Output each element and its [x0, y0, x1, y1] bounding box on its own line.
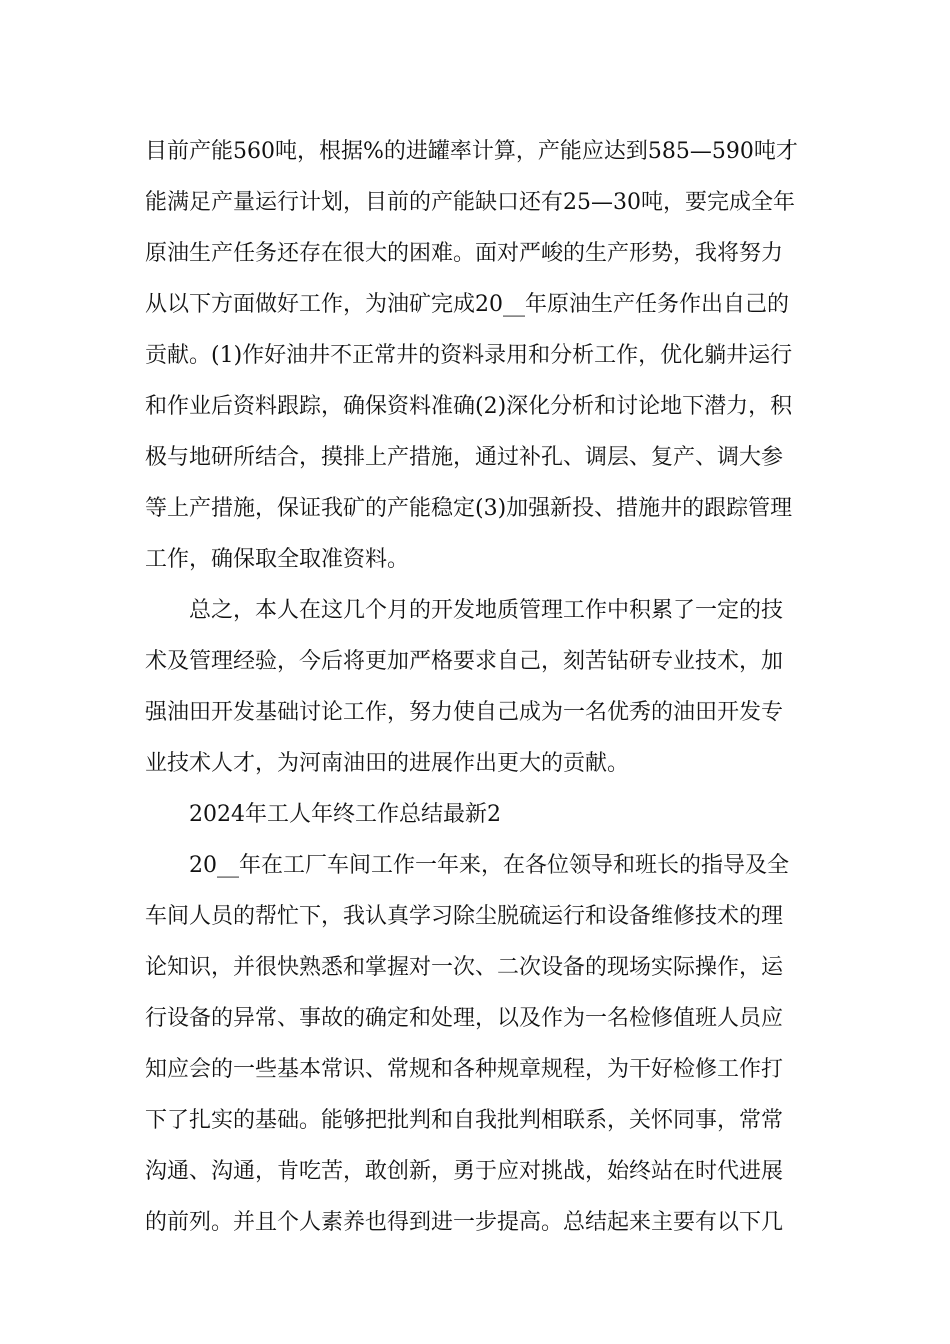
- paragraph-line: 论知识，并很快熟悉和掌握对一次、二次设备的现场实际操作，运: [145, 955, 784, 980]
- paragraph-line: 等上产措施，保证我矿的产能稳定(3)加强新投、措施井的跟踪管理: [145, 496, 793, 521]
- section-heading: 2024年工人年终工作总结最新2: [189, 802, 501, 827]
- document-body: [145, 126, 810, 1248]
- paragraph-line: 的前列。并且个人素养也得到进一步提高。总结起来主要有以下几: [145, 1210, 784, 1235]
- paragraph-line: 总之，本人在这几个月的开发地质管理工作中积累了一定的技: [189, 598, 784, 623]
- paragraph-line: 能满足产量运行计划，目前的产能缺口还有25—30吨，要完成全年: [145, 190, 795, 215]
- paragraph-line: 行设备的异常、事故的确定和处理，以及作为一名检修值班人员应: [145, 1006, 784, 1031]
- paragraph-line: 20__年在工厂车间工作一年来，在各位领导和班长的指导及全: [189, 853, 789, 878]
- paragraph-line: 和作业后资料跟踪，确保资料准确(2)深化分析和讨论地下潜力，积: [145, 394, 793, 419]
- paragraph-line: 沟通、沟通，肯吃苦，敢创新，勇于应对挑战，始终站在时代进展: [145, 1159, 784, 1184]
- paragraph-line: 强油田开发基础讨论工作，努力使自己成为一名优秀的油田开发专: [145, 700, 784, 725]
- paragraph-line: 车间人员的帮忙下，我认真学习除尘脱硫运行和设备维修技术的理: [145, 904, 784, 929]
- paragraph-line: 工作，确保取全取准资料。: [145, 547, 410, 572]
- paragraph-line: 贡献。(1)作好油井不正常井的资料录用和分析工作，优化躺井运行: [145, 343, 793, 368]
- paragraph-2: [145, 585, 810, 789]
- paragraph-line: 目前产能560吨，根据%的进罐率计算，产能应达到585—590吨才: [145, 139, 798, 164]
- paragraph-line: 从以下方面做好工作，为油矿完成20__年原油生产任务作出自己的: [145, 292, 789, 317]
- paragraph-line: 极与地研所结合，摸排上产措施，通过补孔、调层、复产、调大参: [145, 445, 784, 470]
- paragraph-line: 原油生产任务还存在很大的困难。面对严峻的生产形势，我将努力: [145, 241, 784, 266]
- paragraph-line: 知应会的一些基本常识、常规和各种规章规程，为干好检修工作打: [145, 1057, 784, 1082]
- paragraph-3: [145, 840, 810, 1248]
- paragraph-line: 术及管理经验，今后将更加严格要求自己，刻苦钻研专业技术，加: [145, 649, 784, 674]
- paragraph-line: 业技术人才，为河南油田的进展作出更大的贡献。: [145, 751, 630, 776]
- paragraph-1: [145, 126, 810, 585]
- paragraph-line: 下了扎实的基础。能够把批判和自我批判相联系，关怀同事，常常: [145, 1108, 784, 1133]
